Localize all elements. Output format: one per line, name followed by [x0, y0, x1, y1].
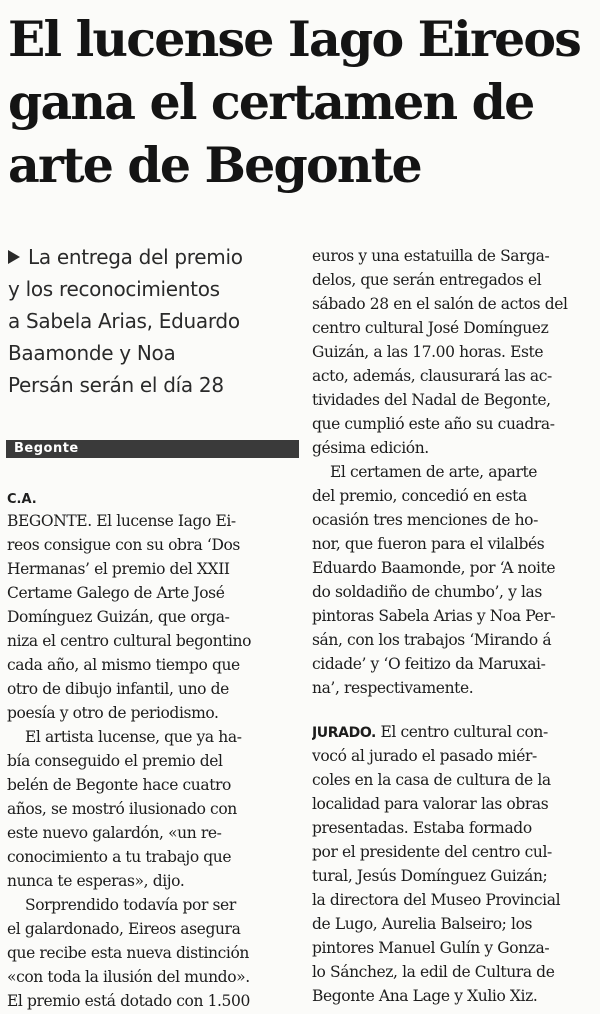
text-line: reos consigue con su obra ‘Dos	[7, 536, 240, 554]
text-line: sán, con los trabajos ‘Mirando á	[312, 631, 552, 649]
text-line: localidad para valorar las obras	[312, 795, 549, 813]
text-line: pintoras Sabela Arias y Noa Per-	[312, 607, 556, 625]
text-line: otro de dibujo infantil, uno de	[7, 680, 229, 698]
text-line: que recibe esta nueva distinción	[7, 944, 249, 962]
subheadline-line: Persán serán el día 28	[8, 373, 224, 397]
text-line: del premio, concedió en esta	[312, 487, 527, 505]
text-line: poesía y otro de periodismo.	[7, 704, 219, 722]
text-line: gésima edición.	[312, 439, 429, 457]
text-line: euros y una estatuilla de Sarga-	[312, 247, 550, 265]
text-line: Guizán, a las 17.00 horas. Este	[312, 343, 544, 361]
headline	[8, 8, 598, 197]
subheadline-line: Baamonde y Noa	[8, 341, 176, 365]
headline-line: El lucense Iago Eireos	[8, 10, 581, 68]
text-line: vocó al jurado el pasado miér-	[312, 747, 537, 765]
text-line: nor, que fueron para el vilalbés	[312, 535, 545, 553]
subheadline	[8, 241, 288, 401]
text-line: años, se mostró ilusionado con	[7, 800, 237, 818]
text-line: El certamen de arte, aparte	[330, 463, 538, 481]
text-line: por el presidente del centro cul-	[312, 843, 552, 861]
text-line: centro cultural José Domínguez	[312, 319, 549, 337]
text-line: de Lugo, Aurelia Balseiro; los	[312, 915, 533, 933]
subsection-lead: JURADO.	[312, 725, 376, 741]
text-line: Domínguez Guizán, que orga-	[7, 608, 230, 626]
text-line: este nuevo galardón, «un re-	[7, 824, 222, 842]
text-line: cada año, al mismo tiempo que	[7, 656, 240, 674]
paragraph-gap	[312, 700, 596, 720]
text-line: El artista lucense, que ya ha-	[25, 728, 242, 746]
text-line: BEGONTE. El lucense Iago Ei-	[7, 512, 236, 530]
text-line: acto, además, clausurará las ac-	[312, 367, 552, 385]
text-line: tividades del Nadal de Begonte,	[312, 391, 551, 409]
text-line: el galardonado, Eireos asegura	[7, 920, 241, 938]
text-fragment: El centro cultural con-	[375, 723, 548, 741]
text-line: Certame Galego de Arte José	[7, 584, 225, 602]
text-line: Hermanas’ el premio del XXII	[7, 560, 230, 578]
section-tag: Begonte	[6, 440, 299, 458]
subheadline-text: La entrega del premio	[28, 245, 243, 269]
text-line: lo Sánchez, la edil de Cultura de	[312, 963, 555, 981]
text-line: presentadas. Estaba formado	[312, 819, 532, 837]
text-line: nunca te esperas», dijo.	[7, 872, 185, 890]
text-line: belén de Begonte hace cuatro	[7, 776, 231, 794]
text-line: «con toda la ilusión del mundo».	[7, 968, 250, 986]
text-line: na’, respectivamente.	[312, 679, 474, 697]
text-line: Sorprendido todavía por ser	[25, 896, 236, 914]
article-column-left	[7, 509, 297, 1013]
text-line: la directora del Museo Provincial	[312, 891, 561, 909]
text-line: Eduardo Baamonde, por ‘A noite	[312, 559, 556, 577]
text-line: que cumplió este año su cuadra-	[312, 415, 555, 433]
subheadline-line: y los reconocimientos	[8, 277, 220, 301]
text-line: bía conseguido el premio del	[7, 752, 223, 770]
triangle-bullet-icon	[8, 250, 20, 264]
byline: C.A.	[7, 492, 37, 507]
article-column-right	[312, 244, 596, 1008]
text-line: niza el centro cultural begontino	[7, 632, 252, 650]
text-line: conocimiento a tu trabajo que	[7, 848, 232, 866]
subheadline-line: a Sabela Arias, Eduardo	[8, 309, 240, 333]
text-line: ocasión tres menciones de ho-	[312, 511, 538, 529]
text-line: cidade’ y ‘O feitizo da Maruxai-	[312, 655, 546, 673]
headline-line: arte de Begonte	[8, 136, 421, 194]
text-line: do soldadiño de chumbo’, y las	[312, 583, 542, 601]
text-line: sábado 28 en el salón de actos del	[312, 295, 568, 313]
text-line: coles en la casa de cultura de la	[312, 771, 551, 789]
text-line: pintores Manuel Gulín y Gonza-	[312, 939, 550, 957]
text-line: Begonte Ana Lage y Xulio Xiz.	[312, 987, 538, 1005]
text-line: delos, que serán entregados el	[312, 271, 542, 289]
text-line	[312, 720, 596, 744]
text-line: tural, Jesús Domínguez Guizán;	[312, 867, 548, 885]
subheadline-line	[8, 241, 288, 273]
text-line: El premio está dotado con 1.500	[7, 992, 250, 1010]
headline-line: gana el certamen de	[8, 73, 534, 131]
